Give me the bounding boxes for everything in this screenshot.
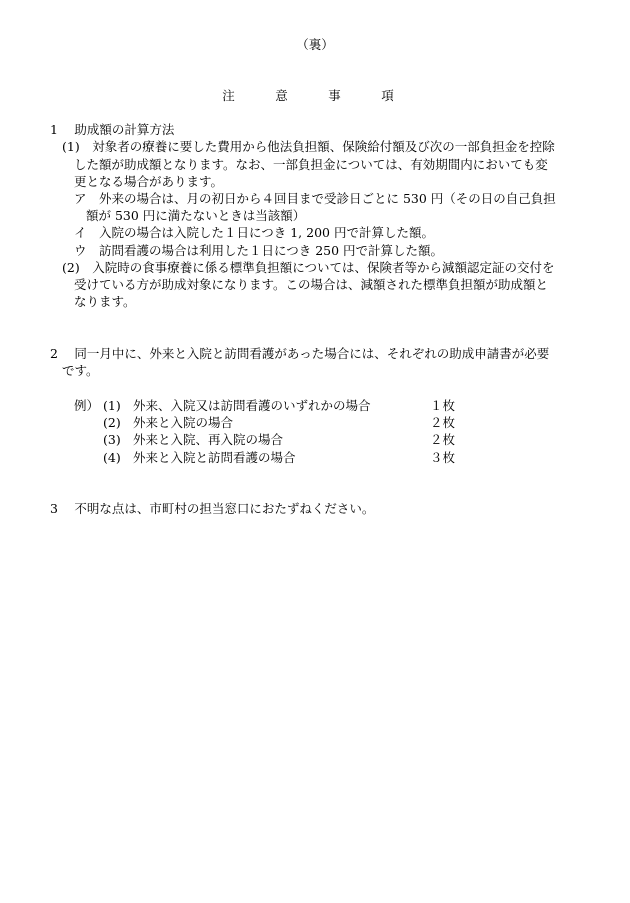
section1-p1-line2: した額が助成額となります。なお、一部負担金については、有効期間内においても変 (74, 157, 548, 172)
section1-p2-line1: (2) 入院時の食事療養に係る標準負担額については、保険者等から減額認定証の交付を (62, 260, 555, 275)
example-text: 外来と入院と訪問看護の場合 (133, 450, 296, 465)
example-count: ３枚 (430, 450, 456, 465)
example-text: 外来と入院、再入院の場合 (133, 432, 284, 447)
section1-item-i: イ 入院の場合は入院した１日につき 1, 200 円で計算した額。 (74, 225, 434, 240)
section2-line2: です。 (62, 363, 99, 378)
page-side-label: （裏） (296, 37, 334, 52)
example-count: １枚 (430, 398, 456, 413)
section1-p2-line2: 受けている方が助成対象になります。この場合は、減額された標準負担額が助成額と (74, 277, 549, 292)
section1-item-a-line1: ア 外来の場合は、月の初日から４回目まで受診日ごとに 530 円（その日の自己負担 (74, 191, 556, 206)
section1-heading: 1 助成額の計算方法 (50, 122, 175, 137)
section1-p1-line3: 更となる場合があります。 (74, 174, 224, 189)
section2-line1: 2 同一月中に、外来と入院と訪問看護があった場合には、それぞれの助成申請書が必要 (50, 346, 550, 361)
example-number: (1) (103, 398, 121, 413)
section1-p2-line3: なります。 (74, 294, 136, 309)
example-text: 外来と入院の場合 (133, 415, 234, 430)
example-number: (3) (103, 432, 121, 447)
example-number: (2) (103, 415, 121, 430)
section1-item-a-line2: 額が 530 円に満たないときは当該額） (86, 208, 306, 223)
example-count: ２枚 (430, 432, 456, 447)
example-count: ２枚 (430, 415, 456, 430)
section3-line1: 3 不明な点は、市町村の担当窓口におたずねください。 (50, 501, 375, 516)
section1-p1-line1: (1) 対象者の療養に要した費用から他法負担額、保険給付額及び次の一部負担金を控除 (62, 139, 555, 154)
section1-item-u: ウ 訪問看護の場合は利用した１日につき 250 円で計算した額。 (74, 243, 444, 258)
page-title: 注 意 事 項 (222, 88, 408, 103)
example-label: 例） (74, 398, 100, 413)
example-number: (4) (103, 450, 121, 465)
example-text: 外来、入院又は訪問看護のいずれかの場合 (133, 398, 371, 413)
